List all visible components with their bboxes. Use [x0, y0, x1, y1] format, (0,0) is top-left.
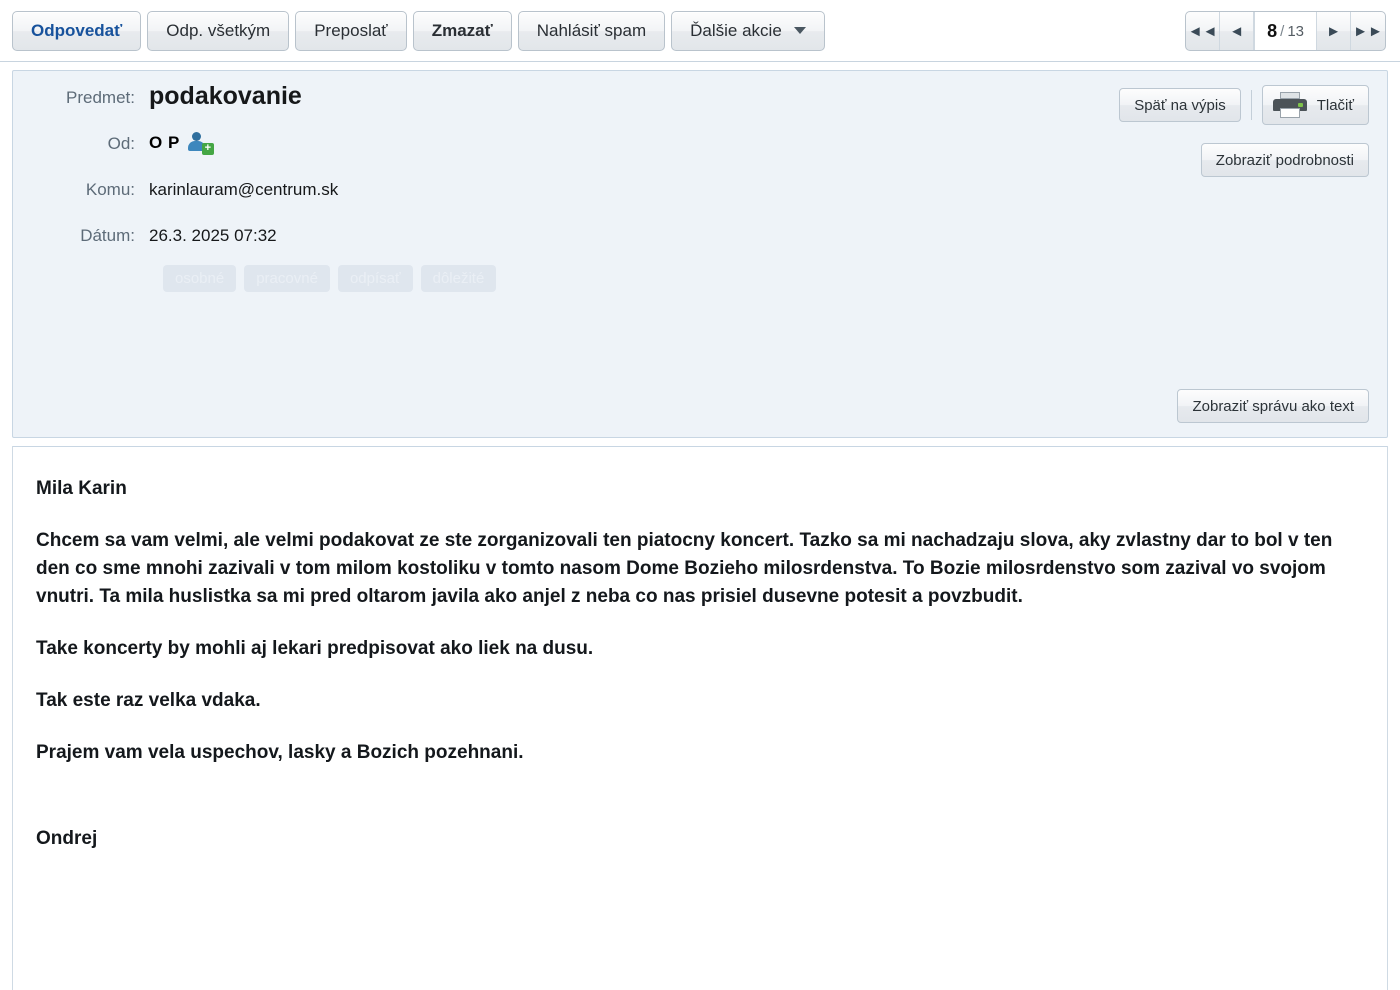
from-value-wrap — [149, 131, 214, 155]
header-actions-top — [1119, 85, 1369, 125]
delete-button[interactable] — [413, 11, 512, 51]
from-label: Od: — [107, 134, 135, 153]
page-indicator — [1254, 12, 1317, 50]
current-page: 8 — [1267, 20, 1278, 41]
forward-button[interactable] — [295, 11, 406, 51]
report-spam-button[interactable] — [518, 11, 665, 51]
more-actions-button[interactable] — [671, 11, 825, 51]
recipient-address: karinlauram@centrum.sk — [149, 180, 339, 199]
label-chip-reply[interactable]: odpísať — [338, 265, 413, 292]
add-contact-icon-head — [192, 132, 201, 141]
add-contact-icon-plus: + — [202, 143, 214, 155]
previous-message-glyph: ◄ — [1229, 22, 1245, 40]
last-message-icon[interactable] — [1351, 12, 1385, 50]
printer-icon-paper — [1280, 108, 1300, 118]
previous-message-icon[interactable] — [1220, 12, 1254, 50]
report-spam-button-label: Nahlásiť spam — [536, 20, 647, 40]
to-row — [31, 177, 1369, 203]
body-right-border — [1387, 446, 1388, 990]
label-chip-important[interactable]: dôležité — [421, 265, 497, 292]
reply-button[interactable] — [12, 11, 141, 51]
page-separator: / — [1280, 22, 1285, 40]
sender-name: O P — [149, 133, 180, 152]
message-paragraph: Tak este raz velka vdaka. — [36, 690, 261, 711]
header-actions-details — [1201, 143, 1369, 177]
reply-button-label: Odpovedať — [31, 20, 123, 40]
printer-icon-top — [1280, 92, 1300, 99]
message-date: 26.3. 2025 07:32 — [149, 226, 277, 245]
back-to-list-label: Späť na výpis — [1134, 96, 1226, 114]
total-pages: 13 — [1287, 22, 1304, 40]
message-paragraph: Chcem sa vam velmi, ale velmi podakovat ze ste zorganizovali ten piatocny koncert. Tazko sa mi nachadzaju slova, aky zvlastny dar to bol v ten den co sme mnohi zazivali v tom milom kostoliku v tomto nasom Dome Bozieho milosrdenstva. To Bozie milosrdenstvo som zazival vo svojom vnutri. Ta mila huslistka sa mi pred oltarom javila ako anjel z neba co nas prisiel dusevne potesit a povzbudit. — [36, 530, 1333, 607]
printer-icon — [1273, 92, 1307, 118]
reply-all-button-label: Odp. všetkým — [166, 20, 271, 40]
label-chips — [31, 265, 1369, 292]
message-header-panel — [12, 70, 1388, 438]
label-chip-work[interactable]: pracovné — [244, 265, 330, 292]
delete-button-label: Zmazať — [431, 20, 493, 40]
message-toolbar — [0, 0, 1400, 62]
show-as-text-button[interactable] — [1177, 389, 1369, 423]
more-actions-button-label: Ďalšie akcie — [690, 20, 782, 40]
back-to-list-button[interactable] — [1119, 88, 1241, 122]
message-paragraph: Mila Karin — [36, 478, 127, 499]
print-button-label: Tlačiť — [1316, 96, 1354, 114]
message-paragraph: Prajem vam vela uspechov, lasky a Bozich pozehnani. — [36, 742, 524, 763]
header-actions-divider — [1251, 90, 1252, 120]
reply-all-button[interactable] — [147, 11, 289, 51]
body-left-border — [12, 446, 13, 990]
to-label: Komu: — [85, 180, 135, 199]
next-message-icon[interactable] — [1317, 12, 1351, 50]
show-as-text-label: Zobraziť správu ako text — [1192, 397, 1354, 415]
message-body — [12, 446, 1388, 966]
message-paragraph: Take koncerty by mohli aj lekari predpisovat ako liek na dusu. — [36, 638, 594, 659]
header-actions-bottom — [1177, 389, 1369, 423]
forward-button-label: Preposlať — [314, 20, 388, 40]
page-title: podakovanie — [149, 82, 302, 110]
first-message-icon[interactable] — [1186, 12, 1220, 50]
date-row — [31, 223, 1369, 249]
from-row — [31, 131, 1369, 157]
show-details-label: Zobraziť podrobnosti — [1215, 151, 1354, 169]
show-details-button[interactable] — [1201, 143, 1369, 177]
add-contact-icon[interactable] — [188, 131, 214, 155]
last-message-glyph: ►► — [1353, 22, 1383, 40]
message-pager — [1185, 11, 1386, 51]
message-signature: Ondrej — [36, 828, 98, 849]
next-message-glyph: ► — [1326, 22, 1341, 40]
chevron-down-icon — [794, 27, 806, 34]
message-paragraph-blank — [36, 791, 1356, 825]
label-chip-personal[interactable]: osobné — [163, 265, 236, 292]
print-button[interactable] — [1262, 85, 1369, 125]
date-label: Dátum: — [80, 226, 135, 245]
subject-label: Predmet: — [66, 88, 135, 107]
first-message-glyph: ◄◄ — [1187, 22, 1218, 40]
